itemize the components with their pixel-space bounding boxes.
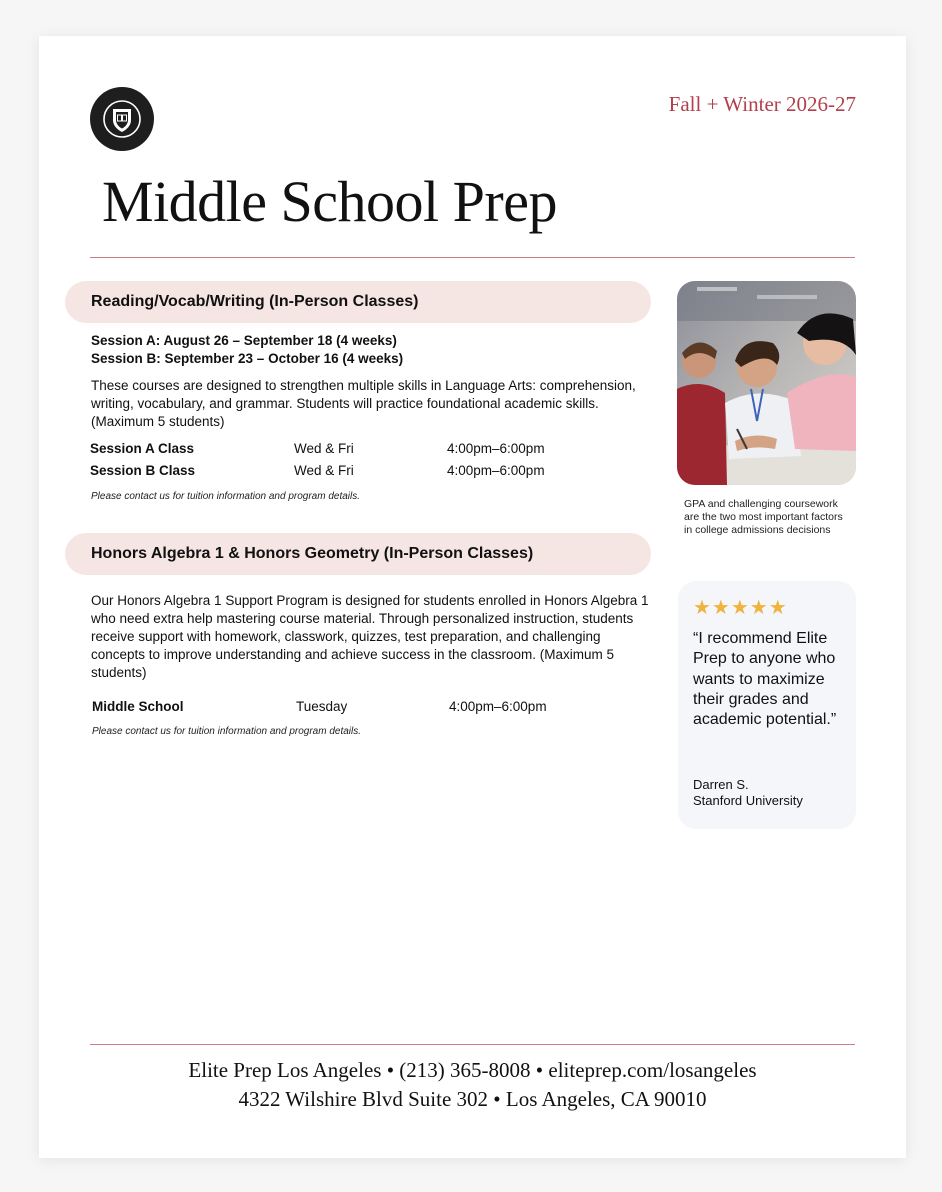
shield-crest-icon [102, 99, 142, 139]
flyer-page [39, 36, 906, 1158]
class-name: Session A Class [90, 441, 195, 456]
footer-address-line: 4322 Wilshire Blvd Suite 302 • Los Angeles, CA 90010 [238, 1087, 707, 1111]
testimonial-author [693, 777, 803, 809]
reading-description: These courses are designed to strengthen multiple skills in Language Arts: comprehension, writing, vocabulary, and grammar. Students will practice foundational academic skills. (Maximum 5 students) [91, 378, 636, 429]
algebra-description: Our Honors Algebra 1 Support Program is designed for students enrolled in Honors Algebra 1 who need extra help mastering course material. Through personalized instruction, students receive support with homework, classwork, quizzes, test preparation, and challenging concepts to improve understanding and achieve success in the classroom. (Maximum 5 students) [91, 593, 649, 680]
page-title: Middle School Prep [102, 169, 557, 234]
class-name: Middle School [92, 699, 184, 714]
reading-section-header: Reading/Vocab/Writing (In-Person Classes) [65, 281, 651, 323]
class-time: 4:00pm–6:00pm [447, 463, 545, 478]
logo [90, 87, 154, 151]
students-photo [677, 281, 856, 485]
testimonial-quote: “I recommend Elite Prep to anyone who wants to maximize their grades and academic potential.” [693, 630, 837, 729]
class-days: Tuesday [296, 699, 348, 714]
author-name: Darren S. [693, 777, 749, 792]
class-time: 4:00pm–6:00pm [447, 441, 545, 456]
footer-divider [90, 1044, 855, 1045]
algebra-section-header: Honors Algebra 1 & Honors Geometry (In-Person Classes) [65, 533, 651, 575]
season-label: Fall + Winter 2026-27 [668, 92, 856, 116]
reading-contact-note: Please contact us for tuition information and program details. [91, 491, 361, 502]
testimonial-card [678, 581, 856, 829]
class-days: Wed & Fri [294, 463, 354, 478]
class-time: 4:00pm–6:00pm [449, 699, 547, 714]
class-days: Wed & Fri [294, 441, 354, 456]
footer-contact-line: Elite Prep Los Angeles • (213) 365-8008 • eliteprep.com/losangeles [188, 1058, 757, 1082]
session-b-dates: Session B: September 23 – October 16 (4 weeks) [91, 351, 404, 366]
session-a-dates: Session A: August 26 – September 18 (4 weeks) [91, 333, 397, 348]
star-rating: ★★★★★ [693, 597, 788, 619]
header-divider [90, 257, 855, 258]
photo-caption: GPA and challenging coursework are the two most important factors in college admissions decisions [684, 498, 843, 536]
author-school: Stanford University [693, 793, 803, 808]
algebra-contact-note: Please contact us for tuition information and program details. [92, 726, 362, 737]
class-name: Session B Class [90, 463, 196, 478]
